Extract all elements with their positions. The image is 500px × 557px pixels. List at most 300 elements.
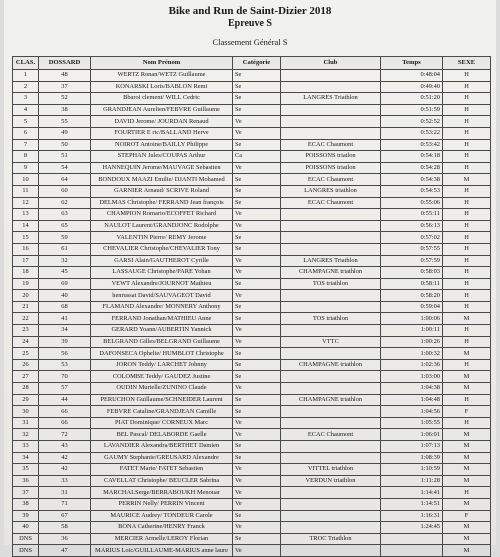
cell-sexe: M [443, 498, 491, 510]
cell-clas: 14 [13, 220, 39, 232]
cell-dossard: 57 [39, 383, 91, 395]
cell-dossard: 60 [39, 185, 91, 197]
cell-temps: 1:07:13 [381, 441, 443, 453]
cell-club [281, 70, 381, 82]
cell-club [281, 452, 381, 464]
table-row [13, 151, 491, 163]
cell-clas: 28 [13, 383, 39, 395]
cell-categorie: Ve [233, 383, 281, 395]
cell-temps: 1:16:31 [381, 510, 443, 522]
cell-dossard: 51 [39, 151, 91, 163]
cell-dossard: 45 [39, 267, 91, 279]
cell-temps: 1:11:28 [381, 475, 443, 487]
cell-temps: 0:58:03 [381, 267, 443, 279]
cell-clas: 34 [13, 452, 39, 464]
cell-categorie: Se [233, 394, 281, 406]
cell-club: ECAC Chaumont [281, 174, 381, 186]
cell-sexe: H [443, 70, 491, 82]
cell-clas: 23 [13, 325, 39, 337]
cell-sexe: M [443, 348, 491, 360]
cell-nom-prenom: MERCIER Armelle/LEROY Florian [91, 533, 233, 545]
cell-club [281, 290, 381, 302]
cell-categorie: Se [233, 406, 281, 418]
cell-clas: DNS [13, 545, 39, 557]
cell-dossard: 69 [39, 278, 91, 290]
cell-club [281, 522, 381, 534]
cell-temps: 0:51:20 [381, 93, 443, 105]
cell-dossard: 58 [39, 522, 91, 534]
results-table [12, 56, 491, 557]
cell-sexe: F [443, 406, 491, 418]
table-row [13, 359, 491, 371]
cell-categorie: Se [233, 371, 281, 383]
cell-club: CHAMPAGNE triathlon [281, 359, 381, 371]
table-row [13, 139, 491, 151]
table-row [13, 383, 491, 395]
cell-clas: 6 [13, 127, 39, 139]
cell-clas: 39 [13, 510, 39, 522]
event-subtitle: Epreuve S [228, 18, 272, 29]
cell-temps: 1:14:41 [381, 487, 443, 499]
cell-clas: 27 [13, 371, 39, 383]
cell-clas: 17 [13, 255, 39, 267]
column-header-categorie: Catégorie [233, 57, 281, 70]
table-row [13, 70, 491, 82]
cell-temps: 0:55:11 [381, 209, 443, 221]
cell-nom-prenom: FLAMAND Alexandre/ MONNERY Anthony [91, 301, 233, 313]
table-row [13, 498, 491, 510]
table-row [13, 104, 491, 116]
cell-nom-prenom: VALENTIN Pierre/ REMY Jerome [91, 232, 233, 244]
table-row [13, 232, 491, 244]
cell-categorie: Ca [233, 151, 281, 163]
cell-nom-prenom: FEBVRE Cataline/GRANDJEAN Camille [91, 406, 233, 418]
cell-categorie: Ve [233, 417, 281, 429]
column-header-clas: CLAS. [13, 57, 39, 70]
cell-clas: 9 [13, 162, 39, 174]
table-row [13, 243, 491, 255]
cell-nom-prenom: FOURTIER E ric/BALLAND Herve [91, 127, 233, 139]
table-row [13, 545, 491, 557]
cell-clas: DNS [13, 533, 39, 545]
cell-categorie: Se [233, 70, 281, 82]
cell-nom-prenom: henrussat David/SAUVAGEOT David [91, 290, 233, 302]
cell-temps: 0:54:53 [381, 185, 443, 197]
table-row [13, 522, 491, 534]
cell-temps: 1:00:11 [381, 325, 443, 337]
cell-clas: 3 [13, 93, 39, 105]
cell-dossard: 56 [39, 348, 91, 360]
cell-sexe: H [443, 278, 491, 290]
cell-clas: 19 [13, 278, 39, 290]
cell-temps: 0:57:55 [381, 243, 443, 255]
cell-club [281, 348, 381, 360]
cell-temps: 0:54:18 [381, 151, 443, 163]
cell-dossard: 63 [39, 209, 91, 221]
cell-categorie: Se [233, 278, 281, 290]
cell-sexe: H [443, 209, 491, 221]
cell-club [281, 116, 381, 128]
cell-clas: 11 [13, 185, 39, 197]
cell-nom-prenom: VEWT Alexandre/JOURNOT Mathieu [91, 278, 233, 290]
cell-sexe: H [443, 116, 491, 128]
cell-clas: 4 [13, 104, 39, 116]
cell-temps: 1:02:36 [381, 359, 443, 371]
cell-clas: 40 [13, 522, 39, 534]
cell-dossard: 40 [39, 290, 91, 302]
cell-dossard: 37 [39, 81, 91, 93]
cell-sexe: H [443, 359, 491, 371]
cell-sexe: H [443, 220, 491, 232]
cell-club: ECAC Chaumont [281, 429, 381, 441]
cell-categorie: Se [233, 359, 281, 371]
table-row [13, 487, 491, 499]
cell-clas: 1 [13, 70, 39, 82]
cell-club [281, 545, 381, 557]
cell-club: TOS triathlon [281, 313, 381, 325]
table-row [13, 116, 491, 128]
cell-categorie: Se [233, 301, 281, 313]
cell-temps: 0:53:42 [381, 139, 443, 151]
cell-club: POISSONS triatlon [281, 151, 381, 163]
results-body [13, 70, 491, 557]
cell-categorie: Se [233, 533, 281, 545]
cell-clas: 30 [13, 406, 39, 418]
table-row [13, 441, 491, 453]
cell-clas: 12 [13, 197, 39, 209]
cell-categorie: Ve [233, 475, 281, 487]
cell-categorie: Se [233, 197, 281, 209]
cell-club: TROC Triathlon [281, 533, 381, 545]
cell-nom-prenom: MAURICE Audrey/ TONDEUR Carole [91, 510, 233, 522]
cell-sexe: H [443, 325, 491, 337]
cell-sexe: H [443, 232, 491, 244]
cell-dossard: 42 [39, 464, 91, 476]
cell-temps: 0:53:22 [381, 127, 443, 139]
cell-categorie: Ve [233, 498, 281, 510]
cell-clas: 32 [13, 429, 39, 441]
cell-clas: 20 [13, 290, 39, 302]
cell-club: ECAC Chaumont [281, 197, 381, 209]
cell-categorie: Ve [233, 464, 281, 476]
cell-dossard: 67 [39, 510, 91, 522]
cell-dossard: 53 [39, 359, 91, 371]
cell-dossard: 54 [39, 162, 91, 174]
cell-nom-prenom: GAUMY Stephanie/GREUSARD Alexandre [91, 452, 233, 464]
column-header-nom-prenom: Nom Prénom [91, 57, 233, 70]
cell-sexe: H [443, 301, 491, 313]
cell-club [281, 81, 381, 93]
cell-clas: 7 [13, 139, 39, 151]
cell-sexe: H [443, 139, 491, 151]
cell-club: VTTC [281, 336, 381, 348]
cell-dossard: 55 [39, 116, 91, 128]
table-row [13, 510, 491, 522]
cell-categorie: Se [233, 441, 281, 453]
cell-nom-prenom: GARNIER Arnaud/ SCRIVE Roland [91, 185, 233, 197]
cell-sexe: M [443, 464, 491, 476]
cell-nom-prenom: MARIUS Loic/GUILLAUME-MARIUS anne laure [91, 545, 233, 557]
cell-temps: 1:08:39 [381, 452, 443, 464]
cell-dossard: 52 [39, 93, 91, 105]
cell-temps: 0:58:11 [381, 278, 443, 290]
cell-categorie: Ve [233, 127, 281, 139]
cell-sexe: H [443, 487, 491, 499]
table-row [13, 267, 491, 279]
cell-nom-prenom: WERTZ Ronan/WETZ Guillaume [91, 70, 233, 82]
cell-categorie: Ve [233, 255, 281, 267]
cell-categorie: Se [233, 313, 281, 325]
table-header-row [13, 57, 491, 70]
cell-dossard: 38 [39, 104, 91, 116]
cell-sexe: H [443, 151, 491, 163]
table-row [13, 278, 491, 290]
cell-nom-prenom: KONARSKI Loris/BABLON Remi [91, 81, 233, 93]
cell-dossard: 33 [39, 475, 91, 487]
cell-sexe: H [443, 81, 491, 93]
cell-club [281, 441, 381, 453]
cell-temps: 0:49:40 [381, 81, 443, 93]
cell-dossard: 39 [39, 336, 91, 348]
cell-sexe: M [443, 383, 491, 395]
cell-club [281, 104, 381, 116]
cell-dossard: 65 [39, 220, 91, 232]
cell-dossard: 48 [39, 70, 91, 82]
cell-categorie: Ve [233, 267, 281, 279]
cell-sexe: F [443, 510, 491, 522]
cell-temps: 0:54:28 [381, 162, 443, 174]
cell-temps: 1:04:38 [381, 383, 443, 395]
cell-categorie: Ve [233, 220, 281, 232]
cell-nom-prenom: BEL Pascal/ DELABORDE Gaelle [91, 429, 233, 441]
cell-nom-prenom: CAVELLAT Christophe/ BEUCLER Sabrina [91, 475, 233, 487]
cell-categorie: Ve [233, 162, 281, 174]
cell-clas: 29 [13, 394, 39, 406]
cell-clas: 37 [13, 487, 39, 499]
cell-club [281, 220, 381, 232]
event-title: Bike and Run de Saint-Dizier 2018 [168, 5, 332, 17]
cell-club [281, 417, 381, 429]
cell-categorie: Ve [233, 209, 281, 221]
cell-dossard: 44 [39, 394, 91, 406]
table-row [13, 255, 491, 267]
cell-temps: 1:24:45 [381, 522, 443, 534]
cell-categorie: Ve [233, 429, 281, 441]
table-row [13, 174, 491, 186]
cell-categorie: Ve [233, 336, 281, 348]
table-row [13, 417, 491, 429]
cell-nom-prenom: DELMAS Christophe/ FERRAND Jean françois [91, 197, 233, 209]
cell-clas: 38 [13, 498, 39, 510]
cell-nom-prenom: HANNEQUIN Jerome/MAUVAGE Sebastien [91, 162, 233, 174]
cell-dossard: 68 [39, 301, 91, 313]
cell-dossard: 62 [39, 197, 91, 209]
cell-nom-prenom: BELGRAND Gilles/BELGRAND Guillaume [91, 336, 233, 348]
cell-clas: 15 [13, 232, 39, 244]
cell-club: ECAC Chaumont [281, 139, 381, 151]
table-row [13, 325, 491, 337]
cell-nom-prenom: GARSI Alain/GAUTHEROT Cyrille [91, 255, 233, 267]
cell-club: POISSONS triatlon [281, 162, 381, 174]
table-row [13, 197, 491, 209]
cell-temps: 0:57:59 [381, 255, 443, 267]
cell-club [281, 406, 381, 418]
table-row [13, 81, 491, 93]
table-row [13, 127, 491, 139]
cell-nom-prenom: BONA Catherine/HENRY Franck [91, 522, 233, 534]
table-row [13, 475, 491, 487]
cell-sexe: H [443, 394, 491, 406]
cell-dossard: 49 [39, 127, 91, 139]
cell-categorie: Se [233, 185, 281, 197]
cell-clas: 25 [13, 348, 39, 360]
cell-sexe: H [443, 417, 491, 429]
cell-categorie: Se [233, 243, 281, 255]
cell-nom-prenom: PERRIN Nelly/ PERRIN Vincent [91, 498, 233, 510]
cell-clas: 21 [13, 301, 39, 313]
cell-club [281, 301, 381, 313]
table-row [13, 452, 491, 464]
cell-temps [381, 545, 443, 557]
cell-club [281, 510, 381, 522]
cell-dossard: 66 [39, 417, 91, 429]
cell-sexe: M [443, 371, 491, 383]
cell-club: VITTEL triathlon [281, 464, 381, 476]
table-row [13, 301, 491, 313]
cell-clas: 8 [13, 151, 39, 163]
cell-nom-prenom: FERRAND Jonathan/MATHIEU Anne [91, 313, 233, 325]
cell-categorie: Ve [233, 545, 281, 557]
cell-nom-prenom: DAFONSECA Ophelie/ HUMBLOT Christophe [91, 348, 233, 360]
cell-categorie: Se [233, 174, 281, 186]
cell-nom-prenom: JORON Teddy/ LARCHET Johnny [91, 359, 233, 371]
cell-nom-prenom: PERUCHON Guillaume/SCHNEIDER Laurent [91, 394, 233, 406]
cell-temps: 0:58:20 [381, 290, 443, 302]
table-row [13, 348, 491, 360]
cell-dossard: 72 [39, 429, 91, 441]
cell-sexe: H [443, 127, 491, 139]
cell-sexe: M [443, 174, 491, 186]
cell-clas: 35 [13, 464, 39, 476]
cell-clas: 13 [13, 209, 39, 221]
cell-categorie: Se [233, 93, 281, 105]
column-header-sexe: SEXE [443, 57, 491, 70]
cell-temps: 0:48:04 [381, 70, 443, 82]
cell-sexe: M [443, 545, 491, 557]
cell-categorie: Se [233, 452, 281, 464]
column-header-dossard: DOSSARD [39, 57, 91, 70]
cell-sexe: H [443, 290, 491, 302]
cell-nom-prenom: COLOMBE Teddy/ GAUDEZ Justine [91, 371, 233, 383]
cell-nom-prenom: OUDIN Murielle/ZUNINO Claude [91, 383, 233, 395]
cell-dossard: 36 [39, 533, 91, 545]
cell-categorie: Se [233, 81, 281, 93]
table-row [13, 313, 491, 325]
cell-sexe: H [443, 255, 491, 267]
cell-nom-prenom: STEPHAN Jules/COUPAS Arthur [91, 151, 233, 163]
cell-clas: 2 [13, 81, 39, 93]
cell-clas: 31 [13, 417, 39, 429]
cell-club: TOS triathlon [281, 278, 381, 290]
cell-clas: 24 [13, 336, 39, 348]
cell-categorie: Ve [233, 522, 281, 534]
cell-clas: 33 [13, 441, 39, 453]
cell-nom-prenom: DAVID Jerome/ JOURDAN Renaud [91, 116, 233, 128]
results-sheet [4, 0, 496, 554]
cell-club: CHAMPAGNE triathlon [281, 267, 381, 279]
cell-dossard: 66 [39, 406, 91, 418]
cell-clas: 18 [13, 267, 39, 279]
cell-nom-prenom: CHAMPION Romario/ECOFFET Richard [91, 209, 233, 221]
cell-categorie: Se [233, 348, 281, 360]
cell-categorie: Se [233, 104, 281, 116]
cell-temps: 0:59:04 [381, 301, 443, 313]
cell-nom-prenom: CHEVALIER Christophe/CHEVALIER Tony [91, 243, 233, 255]
cell-temps: 1:10:59 [381, 464, 443, 476]
cell-clas: 16 [13, 243, 39, 255]
cell-sexe: H [443, 243, 491, 255]
cell-club: LANGRES Triathlon [281, 93, 381, 105]
cell-club [281, 325, 381, 337]
table-row [13, 220, 491, 232]
cell-sexe: H [443, 185, 491, 197]
cell-sexe: M [443, 441, 491, 453]
cell-sexe: H [443, 162, 491, 174]
cell-temps: 1:05:55 [381, 417, 443, 429]
cell-nom-prenom: LASSAUGE Christophe/PARE Yohan [91, 267, 233, 279]
cell-dossard: 59 [39, 232, 91, 244]
cell-nom-prenom: NAULOT Laurent/GRANDJONC Rodolphe [91, 220, 233, 232]
table-row [13, 371, 491, 383]
cell-nom-prenom: FATET Marie/ FATET Sebastien [91, 464, 233, 476]
cell-club [281, 371, 381, 383]
cell-temps: 1:03:00 [381, 371, 443, 383]
cell-nom-prenom: GERARD Yoann/AUBERTIN Yannick [91, 325, 233, 337]
cell-temps [381, 533, 443, 545]
cell-dossard: 32 [39, 255, 91, 267]
cell-temps: 0:51:59 [381, 104, 443, 116]
cell-temps: 1:00:32 [381, 348, 443, 360]
cell-club [281, 383, 381, 395]
cell-clas: 10 [13, 174, 39, 186]
cell-club: CHAMPAGNE triathlon [281, 394, 381, 406]
classement-heading: Classement Général S [212, 37, 288, 47]
cell-nom-prenom: GRANDJEAN Aurelien/FEBVRE Guillaume [91, 104, 233, 116]
cell-sexe: M [443, 452, 491, 464]
cell-temps: 1:00:26 [381, 336, 443, 348]
cell-sexe: H [443, 104, 491, 116]
table-row [13, 162, 491, 174]
column-header-club: Club [281, 57, 381, 70]
cell-club [281, 232, 381, 244]
cell-clas: 26 [13, 359, 39, 371]
cell-categorie: Se [233, 232, 281, 244]
cell-nom-prenom: Bbaroi clement/ WILL Cedric [91, 93, 233, 105]
table-row [13, 209, 491, 221]
cell-temps: 0:56:13 [381, 220, 443, 232]
cell-sexe: M [443, 313, 491, 325]
cell-nom-prenom: MARCHALSerge/BERRABOUKH Menouar [91, 487, 233, 499]
cell-dossard: 70 [39, 371, 91, 383]
cell-sexe: M [443, 429, 491, 441]
table-row [13, 533, 491, 545]
table-row [13, 394, 491, 406]
cell-temps: 0:57:02 [381, 232, 443, 244]
cell-dossard: 50 [39, 139, 91, 151]
cell-categorie: Se [233, 510, 281, 522]
cell-clas: 22 [13, 313, 39, 325]
cell-dossard: 31 [39, 487, 91, 499]
